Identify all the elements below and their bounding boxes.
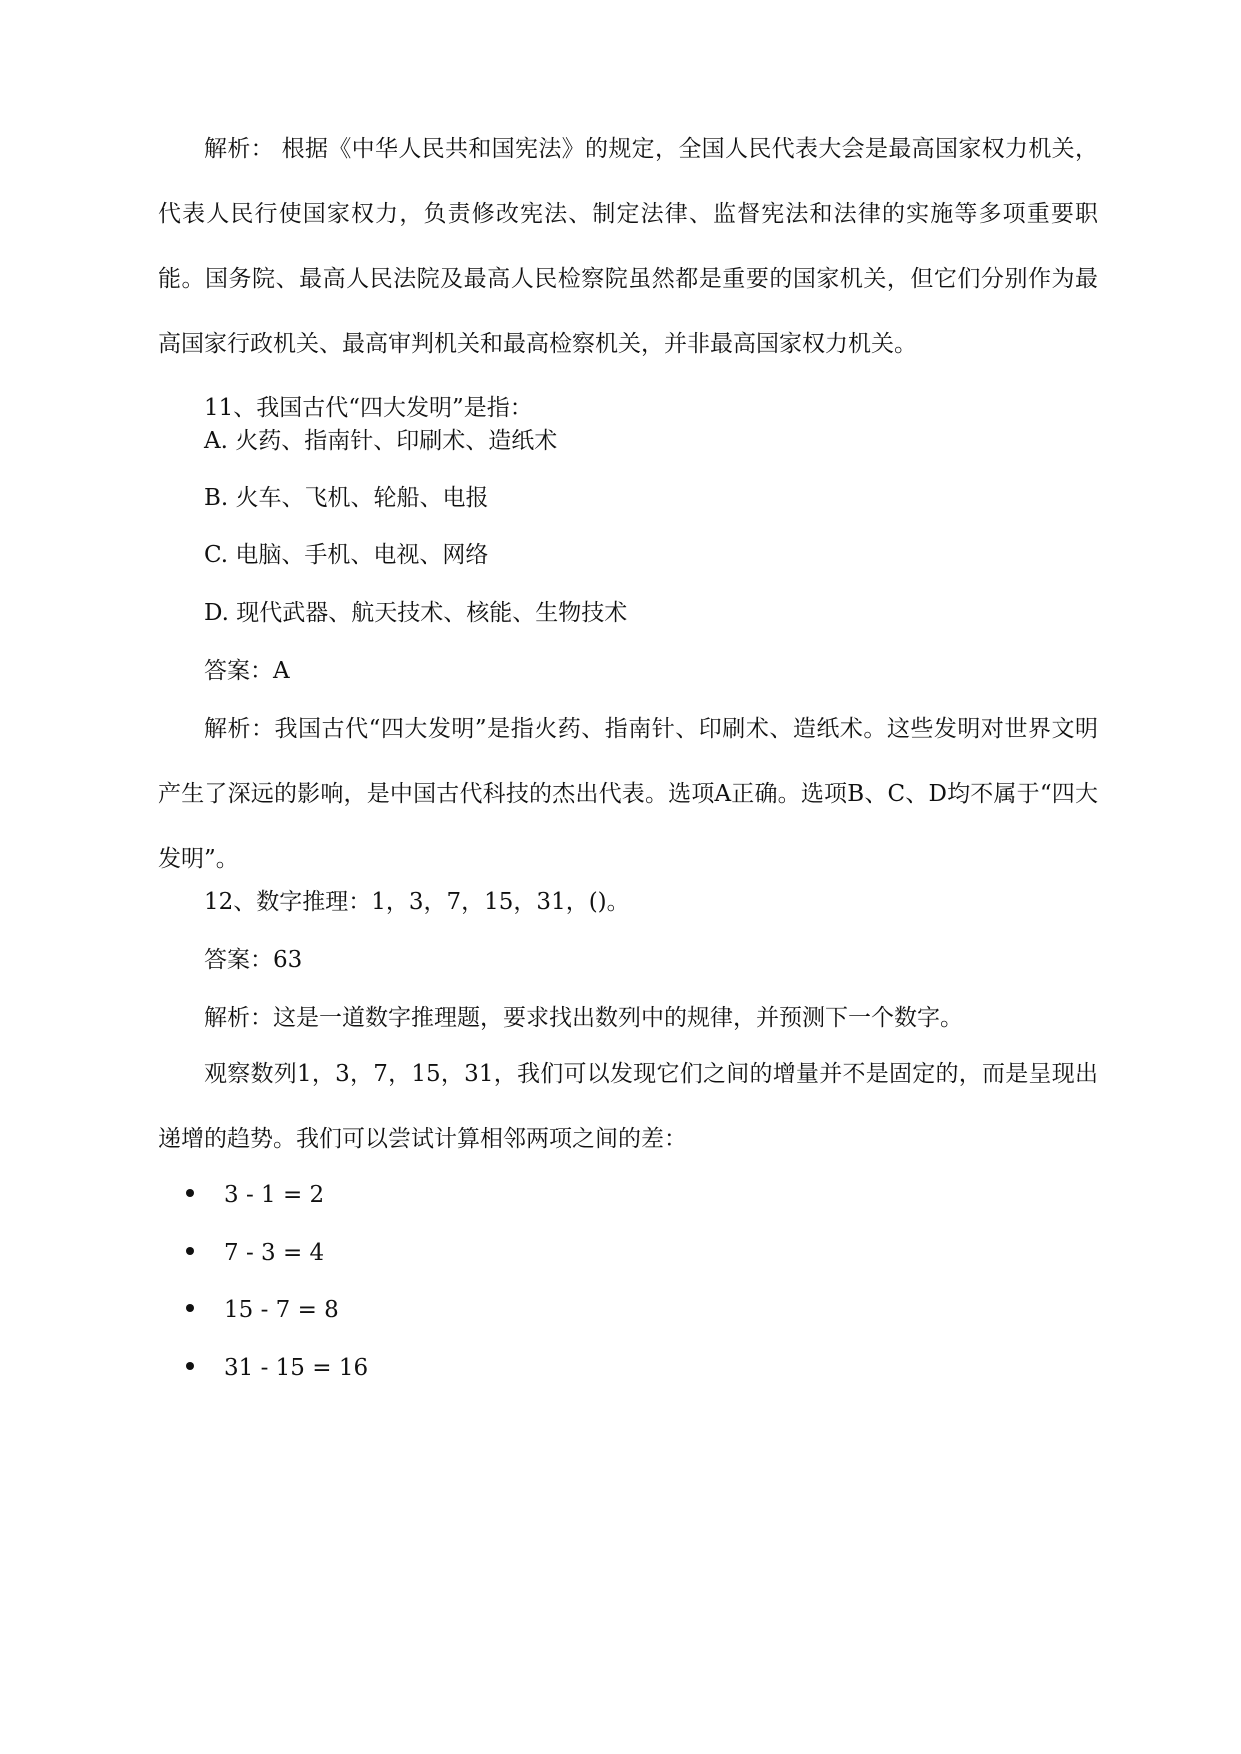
bullet-icon xyxy=(186,1247,194,1255)
bullet-icon xyxy=(186,1189,194,1197)
difference-text: 15 - 7 = 8 xyxy=(224,1297,339,1323)
q11-question: 11、我国古代“四大发明”是指： xyxy=(204,395,533,421)
q12-observation: 观察数列1，3，7，15，31，我们可以发现它们之间的增量并不是固定的，而是呈现出递增的趋势。我们可以尝试计算相邻两项之间的差： xyxy=(158,1061,1098,1152)
q11-option-b: B. 火车、飞机、轮船、电报 xyxy=(204,485,489,511)
q11-option-c: C. 电脑、手机、电视、网络 xyxy=(204,542,489,568)
q12-question: 12、数字推理：1，3，7，15，31，()。 xyxy=(204,889,630,915)
bullet-icon xyxy=(186,1304,194,1312)
q11-answer: 答案：A xyxy=(204,658,290,684)
q10-analysis: 解析： 根据《中华人民共和国宪法》的规定，全国人民代表大会是最高国家权力机关，代表人民行使国家权力，负责修改宪法、制定法律、监督宪法和法律的实施等多项重要职能。国务院、最高人民法院及最高人民检察院虽然都是重要的国家机关，但它们分别作为最高国家行政机关、最高审判机关和最高检察机关，并非最高国家权力机关。 xyxy=(158,136,1098,357)
q12-answer: 答案：63 xyxy=(204,947,303,973)
difference-text: 3 - 1 = 2 xyxy=(224,1182,325,1208)
list-item xyxy=(186,1179,324,1211)
list-item xyxy=(186,1237,324,1269)
bullet-icon xyxy=(186,1362,194,1370)
difference-text: 7 - 3 = 4 xyxy=(224,1240,325,1266)
q11-option-a: A. 火药、指南针、印刷术、造纸术 xyxy=(204,428,558,454)
difference-text: 31 - 15 = 16 xyxy=(224,1355,369,1381)
list-item xyxy=(186,1294,339,1326)
q12-analysis: 解析：这是一道数字推理题，要求找出数列中的规律，并预测下一个数字。 xyxy=(204,1005,963,1031)
list-item xyxy=(186,1352,368,1384)
q11-analysis: 解析：我国古代“四大发明”是指火药、指南针、印刷术、造纸术。这些发明对世界文明产生了深远的影响，是中国古代科技的杰出代表。选项A正确。选项B、C、D均不属于“四大发明”。 xyxy=(158,716,1098,872)
q11-option-d: D. 现代武器、航天技术、核能、生物技术 xyxy=(204,600,628,626)
